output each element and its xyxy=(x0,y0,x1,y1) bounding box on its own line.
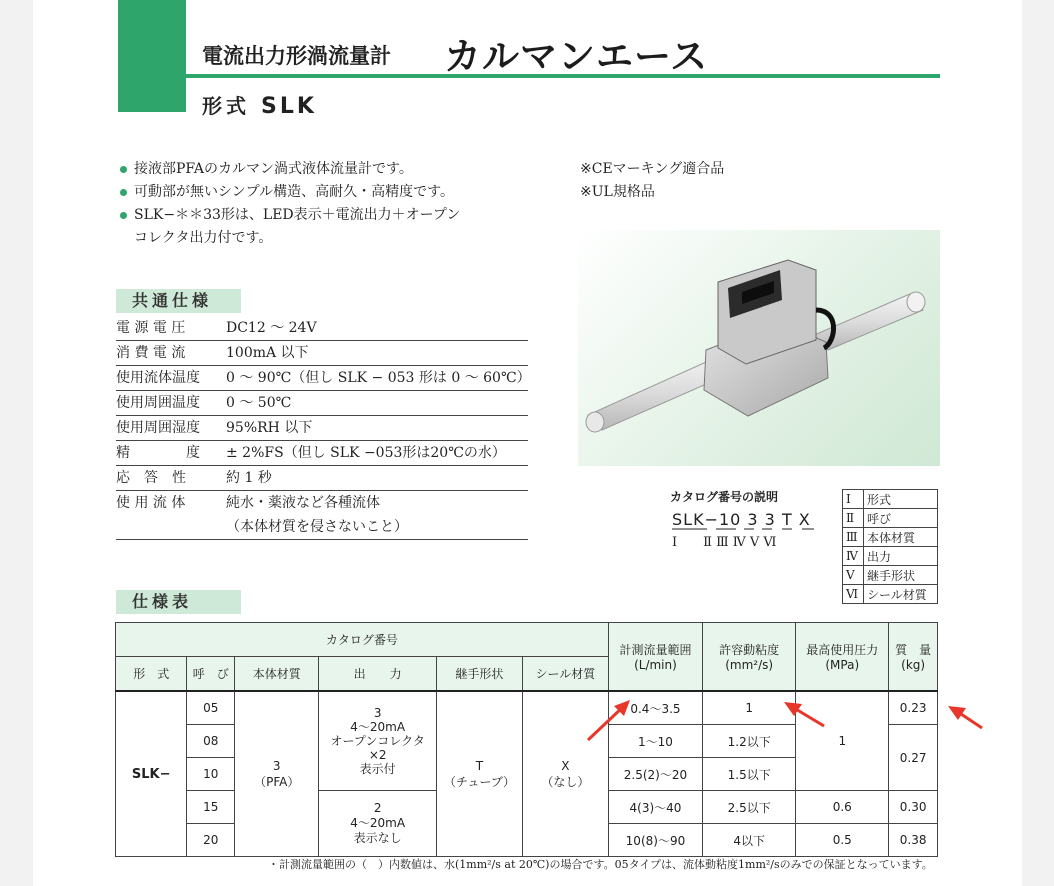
spec-row: 使用流体温度 0 〜 90℃（但し SLK − 053 形は 0 〜 60℃） xyxy=(116,366,528,391)
page-subtitle: 電流出力形渦流量計 xyxy=(202,44,391,68)
col-flow-range: 計測流量範囲 (L/min) xyxy=(608,623,702,692)
certification-notes xyxy=(580,158,724,204)
legend-row: Ⅰ 形式 xyxy=(843,490,938,509)
model-label: 形式 xyxy=(202,94,250,118)
flowmeter-illustration xyxy=(578,230,940,466)
legend-row: Ⅲ 本体材質 xyxy=(843,528,938,547)
spec-table-heading: 仕様表 xyxy=(116,590,241,614)
col-size: 呼 び xyxy=(187,657,235,692)
spec-row: 使用周囲湿度 95%RH 以下 xyxy=(116,416,528,441)
note-ul: ※UL規格品 xyxy=(580,184,655,200)
size-cell: 08 xyxy=(187,725,235,758)
catalog-explain-title: カタログ番号の説明 xyxy=(670,490,779,504)
col-weight: 質 量 (kg) xyxy=(889,623,938,692)
flow-cell: 0.4〜3.5 xyxy=(608,691,702,725)
common-spec-list xyxy=(116,316,531,540)
viscosity-cell: 4以下 xyxy=(703,824,796,857)
body-material-cell: 3 （PFA） xyxy=(235,691,319,857)
common-spec-heading: 共通仕様 xyxy=(116,289,241,313)
red-arrow-icon xyxy=(584,696,634,746)
viscosity-cell: 2.5以下 xyxy=(703,791,796,824)
spec-row: 電 源 電 圧 DC12 〜 24V xyxy=(116,316,528,341)
weight-cell: 0.38 xyxy=(889,824,938,857)
weight-cell: 0.30 xyxy=(889,791,938,824)
feature-item: 接液部PFAのカルマン渦式液体流量計です。 xyxy=(120,158,460,181)
size-cell: 10 xyxy=(187,758,235,791)
spec-row: 応 答 性 約 1 秒 xyxy=(116,466,528,491)
legend-row: Ⅱ 呼び xyxy=(843,509,938,528)
catalog-code: SLK−10 3 3 T X xyxy=(672,510,811,529)
catalog-legend-table xyxy=(842,489,938,604)
model-cell: SLK− xyxy=(116,691,187,857)
viscosity-cell: 1.5以下 xyxy=(703,758,796,791)
col-joint: 継手形状 xyxy=(436,657,522,692)
product-photo xyxy=(578,230,940,466)
red-arrow-icon xyxy=(780,698,830,732)
red-arrow-icon xyxy=(944,702,986,732)
output-3-cell: 3 4〜20mA オープンコレクタ ×2 表示付 xyxy=(319,691,437,791)
col-viscosity: 許容動粘度 (mm²/s) xyxy=(703,623,796,692)
weight-cell: 0.23 xyxy=(889,691,938,725)
catalog-roman-numerals: Ⅰ Ⅱ Ⅲ Ⅳ Ⅴ Ⅵ xyxy=(672,535,777,550)
feature-item: SLK−＊＊33形は、LED表示＋電流出力＋オープン xyxy=(120,204,460,227)
header-accent-block xyxy=(118,0,186,112)
flow-cell: 2.5(2)〜20 xyxy=(608,758,702,791)
col-output: 出 力 xyxy=(319,657,437,692)
bullet-icon xyxy=(120,166,127,173)
flow-cell: 1〜10 xyxy=(608,725,702,758)
pressure-cell: 0.6 xyxy=(796,791,889,824)
spec-row: （本体材質を侵さないこと） xyxy=(116,515,528,540)
viscosity-cell: 1.2以下 xyxy=(703,725,796,758)
size-cell: 20 xyxy=(187,824,235,857)
model-line xyxy=(202,90,317,119)
catalog-number-header: カタログ番号 xyxy=(116,623,609,657)
feature-item: 可動部が無いシンプル構造、高耐久・高精度です。 xyxy=(120,181,460,204)
col-model: 形 式 xyxy=(116,657,187,692)
feature-item-continued: コレクタ出力付です。 xyxy=(134,230,273,246)
seal-cell: X （なし） xyxy=(522,691,608,857)
page-margin-right xyxy=(1022,0,1054,886)
size-cell: 15 xyxy=(187,791,235,824)
model-name: SLK xyxy=(260,94,317,119)
size-cell: 05 xyxy=(187,691,235,725)
footnote: ・計測流量範囲の（ ）内数値は、水(1mm²/s at 20℃)の場合です。05タイプは、流体動粘度1mm²/sのみでの保証となっています。 xyxy=(268,858,933,871)
pressure-cell: 0.5 xyxy=(796,824,889,857)
flow-cell: 4(3)〜40 xyxy=(608,791,702,824)
output-2-cell: 2 4〜20mA 表示なし xyxy=(319,791,437,857)
note-ce: ※CEマーキング適合品 xyxy=(580,161,725,177)
legend-row: Ⅳ 出力 xyxy=(843,547,938,566)
viscosity-cell: 1 xyxy=(703,691,796,725)
flow-cell: 10(8)〜90 xyxy=(608,824,702,857)
spec-row: 消 費 電 流 100mA 以下 xyxy=(116,341,528,366)
bullet-icon xyxy=(120,212,127,219)
spec-row: 使用周囲温度 0 〜 50℃ xyxy=(116,391,528,416)
feature-list xyxy=(120,158,460,250)
pressure-cell: 1 xyxy=(796,691,889,791)
legend-row: Ⅴ 継手形状 xyxy=(843,566,938,585)
col-max-pressure: 最高使用圧力 (MPa) xyxy=(796,623,889,692)
legend-row: Ⅵ シール材質 xyxy=(843,585,938,604)
spec-table xyxy=(115,622,938,857)
col-seal: シール材質 xyxy=(522,657,608,692)
weight-cell: 0.27 xyxy=(889,725,938,791)
spec-row: 使 用 流 体 純水・薬液など各種流体 xyxy=(116,495,380,511)
page-title: カルマンエース xyxy=(444,35,709,78)
joint-cell: T （チューブ） xyxy=(436,691,522,857)
page-margin-left xyxy=(0,0,33,886)
col-body-material: 本体材質 xyxy=(235,657,319,692)
bullet-icon xyxy=(120,189,127,196)
spec-row: 精 度 ± 2%FS（但し SLK −053形は20℃の水） xyxy=(116,441,528,466)
